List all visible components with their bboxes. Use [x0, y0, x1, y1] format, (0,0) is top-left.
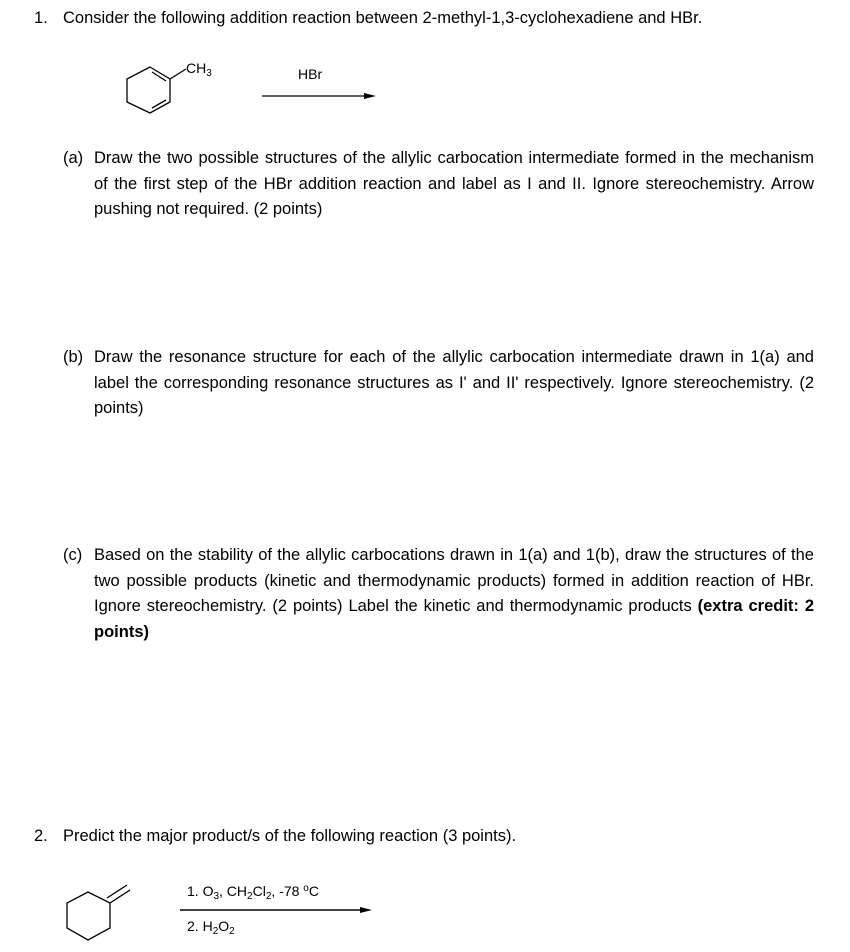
part-a-label: (a)	[63, 149, 84, 167]
part-b-text: Draw the resonance structure for each of the allylic carbocation intermediate drawn in 1(a) and label the corresponding resonance structures as I' and II' respectively. Ignore stereochemistry. (2 points)	[94, 348, 814, 417]
part-b-label: (b)	[63, 348, 84, 366]
reaction-arrow-1	[262, 93, 376, 99]
question-1-text: Consider the following addition reaction between 2-methyl-1,3-cyclohexadiene and HBr.	[63, 9, 703, 27]
question-2-number: 2.	[34, 827, 48, 845]
methylenecyclohexane-structure	[67, 885, 130, 940]
extra-credit-note: (extra credit: 2 points)	[94, 597, 814, 641]
question-2-text: Predict the major product/s of the following reaction (3 points).	[63, 827, 517, 845]
reaction-arrow-2	[180, 907, 372, 913]
part-a-text: Draw the two possible structures of the allylic carbocation intermediate formed in the mechanism of the first step of the HBr addition reaction and label as I and II. Ignore stereochemistry. Arrow pushing not required. (2 points)	[94, 149, 814, 218]
part-c-label: (c)	[63, 546, 83, 564]
step-2-conditions: 2. $H_2O_2$	[187, 918, 235, 937]
methylcyclohexadiene-structure	[127, 67, 186, 113]
methyl-label: $CH_3$	[186, 60, 212, 79]
question-1-number: 1.	[34, 9, 48, 27]
reagent-hbr-label: HBr	[298, 66, 323, 82]
part-c-text: Based on the stability of the allylic carbocations drawn in 1(a) and 1(b), draw the structures of the two possible products (kinetic and thermodynamic products) formed in addition reaction of HBr. Ignore stereochemistry. (2 points) Label the kinetic and thermodynamic products (extra credit: 2 points)	[94, 546, 814, 641]
step-1-conditions: 1. $O_3$, $CH_2Cl_2$, -78 $^o$C	[187, 883, 319, 902]
